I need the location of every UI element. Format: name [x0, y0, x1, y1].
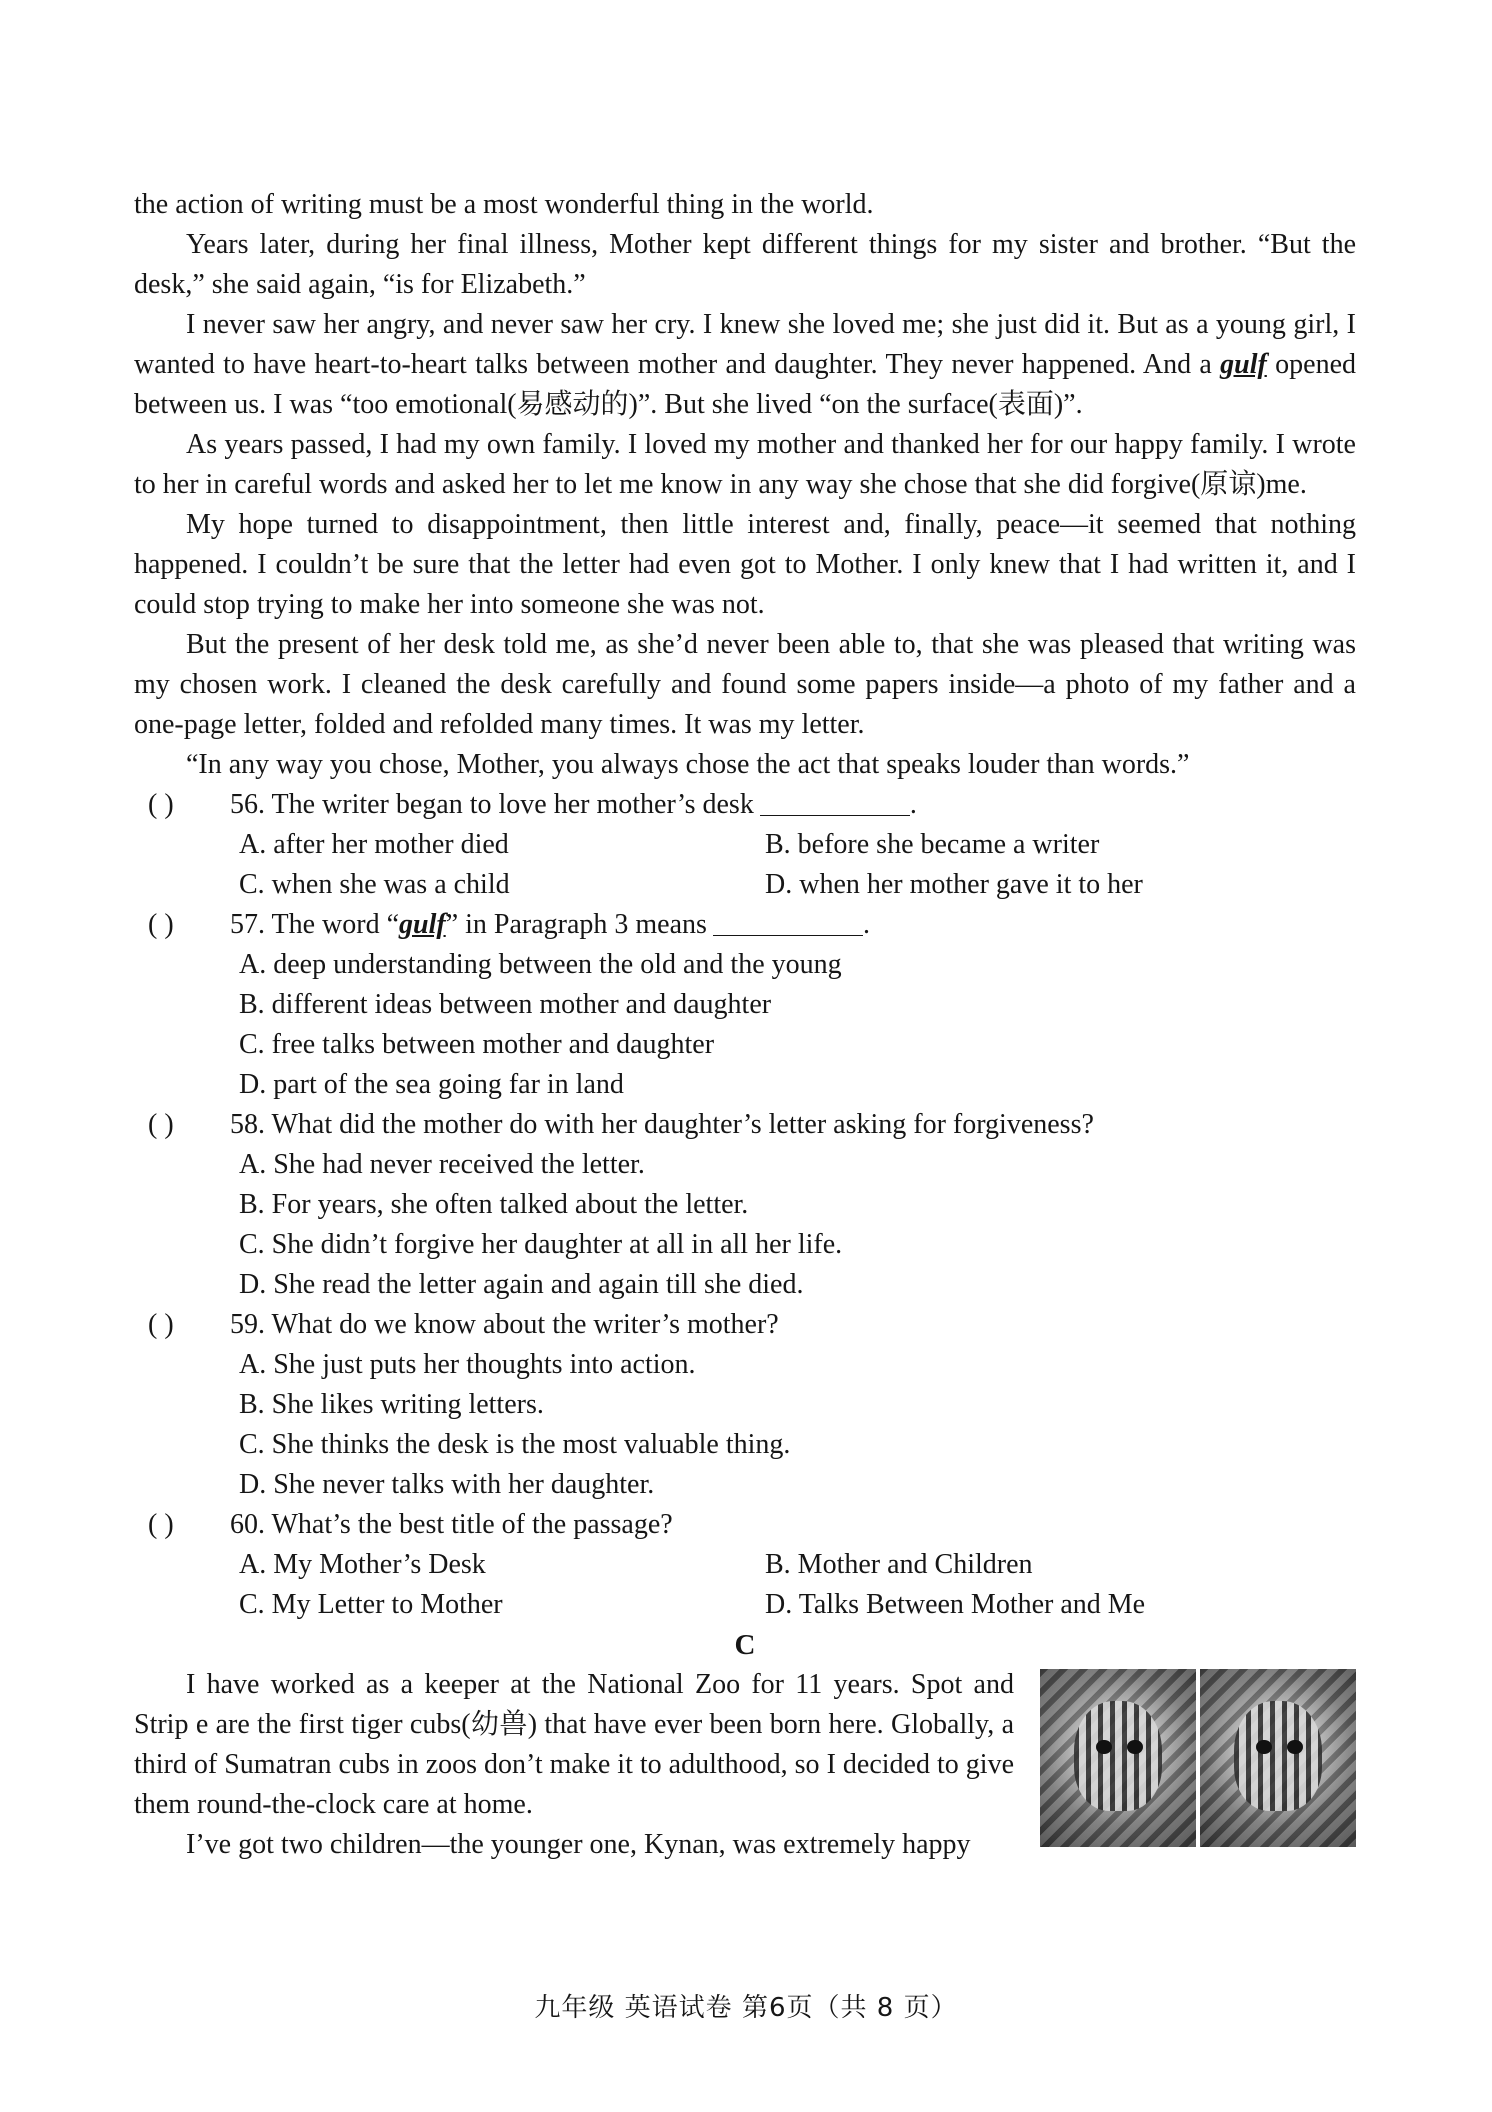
passage-b-paragraph-7: “In any way you chose, Mother, you always chose the act that speaks louder than words.” [186, 749, 1190, 780]
option-56-a: A. after her mother died [239, 829, 509, 860]
question-57-gulf: gulf [399, 909, 446, 940]
option-57-c: C. free talks between mother and daughter [239, 1029, 715, 1060]
question-56 [134, 785, 1356, 825]
tiger-cub-photos [1040, 1669, 1356, 1847]
option-57-a: A. deep understanding between the old and the young [239, 949, 842, 980]
passage-b-paragraph-2: Years later, during her final illness, Mother kept different things for my sister and brother. “But the desk,” she said again, “is for Elizabeth.” [134, 229, 1356, 300]
answer-blank-57[interactable] [713, 905, 863, 936]
option-57-d: D. part of the sea going far in land [239, 1069, 624, 1100]
question-56-stem: 56. The writer began to love her mother’s desk [230, 789, 754, 820]
section-c-text [134, 1665, 1014, 1865]
question-59-stem: 59. What do we know about the writer’s mother? [230, 1309, 779, 1340]
answer-paren-58[interactable]: ( ) [148, 1109, 174, 1140]
passage-b-paragraph-4: As years passed, I had my own family. I loved my mother and thanked her for our happy family. I wrote to her in careful words and asked her to let me know in any way she chose that she did forgive(原谅)me. [134, 429, 1356, 500]
option-56-c: C. when she was a child [239, 869, 510, 900]
answer-paren-57[interactable]: ( ) [148, 909, 174, 940]
question-60-stem: 60. What’s the best title of the passage? [230, 1509, 673, 1540]
passage-b-paragraph-6: But the present of her desk told me, as she’d never been able to, that she was pleased that writing was my chosen work. I cleaned the desk carefully and found some papers inside—a photo of my father and a one-page letter, folded and refolded many times. It was my letter. [134, 629, 1356, 740]
answer-paren-60[interactable]: ( ) [148, 1509, 174, 1540]
gulf-word: gulf [1220, 349, 1267, 380]
answer-paren-56[interactable]: ( ) [148, 789, 174, 820]
question-60-options [134, 1545, 1356, 1625]
passage-b-paragraph-3 [134, 305, 1356, 425]
question-59 [134, 1305, 1356, 1345]
section-c-heading: C [734, 1629, 756, 1661]
tiger-cub-face-icon [1234, 1701, 1321, 1811]
question-57-stem-b: ” in Paragraph 3 means [445, 909, 707, 940]
option-58-b: B. For years, she often talked about the letter. [239, 1189, 749, 1220]
question-57-options [134, 945, 1356, 1105]
tiger-cub-photo-right [1200, 1669, 1356, 1847]
option-59-d: D. She never talks with her daughter. [239, 1469, 655, 1500]
question-59-options [134, 1345, 1356, 1505]
page-footer: 九年级 英语试卷 第6页（共 8 页） [534, 1993, 958, 2023]
option-59-c: C. She thinks the desk is the most valuable thing. [239, 1429, 791, 1460]
option-60-d: D. Talks Between Mother and Me [765, 1589, 1146, 1620]
answer-blank-56[interactable] [760, 785, 910, 816]
option-56-b: B. before she became a writer [765, 829, 1100, 860]
question-58-stem: 58. What did the mother do with her daughter’s letter asking for forgiveness? [230, 1109, 1094, 1140]
paragraph-3-text-a: I never saw her angry, and never saw her cry. I knew she loved me; she just did it. But as a young girl, I wanted to have heart-to-heart talks between mother and daughter. They never happened. And a [134, 309, 1356, 380]
paragraph-3-text-b: opened between us. I was “too emotional(易感动的)”. But she lived “on the surface(表面)”. [134, 349, 1356, 420]
question-57-end: . [862, 909, 870, 940]
question-58-options [134, 1145, 1356, 1305]
option-59-b: B. She likes writing letters. [239, 1389, 544, 1420]
option-58-d: D. She read the letter again and again till she died. [239, 1269, 804, 1300]
option-59-a: A. She just puts her thoughts into action. [239, 1349, 696, 1380]
question-60 [134, 1505, 1356, 1545]
option-60-c: C. My Letter to Mother [239, 1589, 503, 1620]
passage-b-paragraph-5: My hope turned to disappointment, then little interest and, finally, peace—it seemed that nothing happened. I couldn’t be sure that the letter had even got to Mother. I only knew that I had written it, and I could stop trying to make her into someone she was not. [134, 509, 1356, 620]
option-56-d: D. when her mother gave it to her [765, 869, 1143, 900]
option-58-c: C. She didn’t forgive her daughter at all in all her life. [239, 1229, 843, 1260]
section-c-paragraph-2: I’ve got two children—the younger one, Kynan, was extremely happy [186, 1829, 971, 1860]
question-57 [134, 905, 1356, 945]
section-c-passage [134, 1665, 1356, 1865]
option-60-a: A. My Mother’s Desk [239, 1549, 486, 1580]
page-content [134, 185, 1356, 1865]
question-56-end: . [909, 789, 917, 820]
option-60-b: B. Mother and Children [765, 1549, 1033, 1580]
option-58-a: A. She had never received the letter. [239, 1149, 645, 1180]
question-57-stem-a: 57. The word “ [230, 909, 399, 940]
passage-b-paragraph-1: the action of writing must be a most wonderful thing in the world. [134, 189, 874, 220]
question-56-options [134, 825, 1356, 905]
section-c-paragraph-1: I have worked as a keeper at the National Zoo for 11 years. Spot and Strip e are the first tiger cubs(幼兽) that have ever been born here. Globally, a third of Sumatran cubs in zoos don’t make it to adulthood, so I decided to give them round-the-clock care at home. [134, 1669, 1014, 1820]
tiger-cub-face-icon [1074, 1701, 1161, 1811]
answer-paren-59[interactable]: ( ) [148, 1309, 174, 1340]
question-58 [134, 1105, 1356, 1145]
tiger-cub-photo-left [1040, 1669, 1196, 1847]
option-57-b: B. different ideas between mother and daughter [239, 989, 772, 1020]
